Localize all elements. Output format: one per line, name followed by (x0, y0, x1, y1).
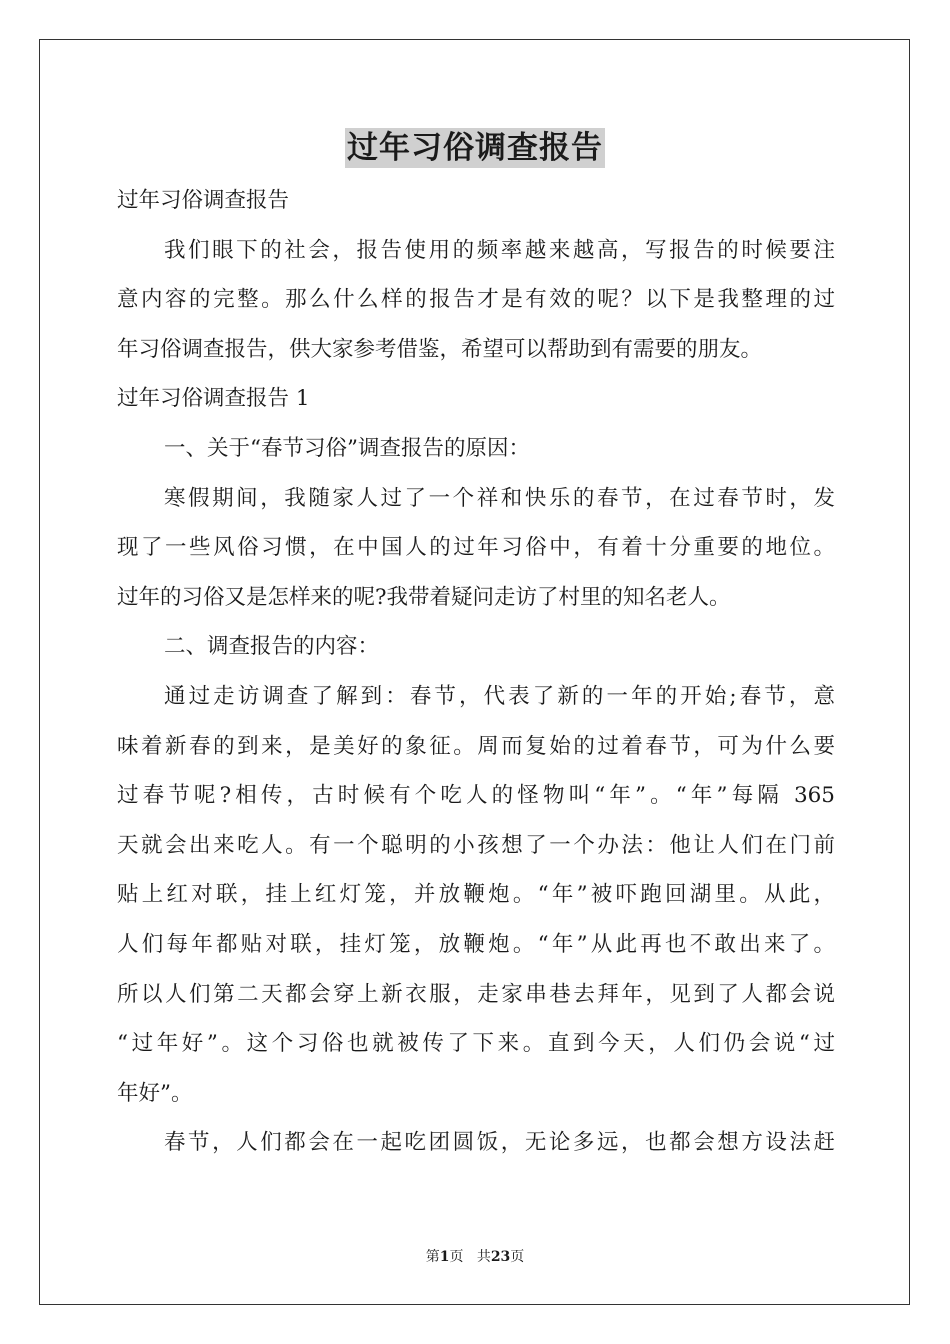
text-line: 寒假期间，我随家人过了一个祥和快乐的春节，在过春节时，发 (164, 485, 835, 511)
text-line: 所以人们第二天都会穿上新衣服，走家串巷去拜年，见到了人都会说 (117, 981, 835, 1007)
text-line: 年习俗调查报告，供大家参考借鉴，希望可以帮助到有需要的朋友。 (117, 336, 763, 362)
text-line: 过年习俗调查报告 1 (117, 386, 310, 412)
text-line: 天就会出来吃人。有一个聪明的小孩想了一个办法：他让人们在门前 (117, 832, 835, 858)
page-footer (0, 1248, 950, 1266)
document-body (117, 176, 835, 1168)
footer-page-prefix: 第 (425, 1249, 440, 1265)
text-line: 味着新春的到来，是美好的象征。周而复始的过着春节，可为什么要 (117, 733, 835, 759)
text-line: 一、关于“春节习俗”调查报告的原因： (164, 435, 530, 461)
text-line: 过春节呢?相传，古时候有个吃人的怪物叫“年”。“年”每隔 365 (117, 783, 835, 809)
text-line: 现了一些风俗习惯，在中国人的过年习俗中，有着十分重要的地位。 (117, 535, 835, 561)
text-line: 通过走访调查了解到：春节，代表了新的一年的开始;春节，意 (164, 683, 835, 709)
text-line: 人们每年都贴对联，挂灯笼，放鞭炮。“年”从此再也不敢出来了。 (117, 931, 835, 957)
text-line: 贴上红对联，挂上红灯笼，并放鞭炮。“年”被吓跑回湖里。从此， (117, 882, 835, 908)
text-line: 年好”。 (117, 1080, 193, 1106)
text-line: 过年的习俗又是怎样来的呢?我带着疑问走访了村里的知名老人。 (117, 584, 731, 610)
footer-page-mid: 页 (449, 1249, 464, 1265)
text-line: “过年好”。这个习俗也就被传了下来。直到今天，人们仍会说“过 (117, 1031, 835, 1057)
text-line: 意内容的完整。那么什么样的报告才是有效的呢？以下是我整理的过 (117, 287, 835, 313)
text-line: 我们眼下的社会，报告使用的频率越来越高，写报告的时候要注 (164, 237, 835, 263)
document-title: 过年习俗调查报告 (347, 130, 603, 166)
footer-total-prefix: 共 (476, 1249, 491, 1265)
footer-page-total: 23 (490, 1249, 511, 1265)
footer-page-current: 1 (439, 1249, 450, 1265)
footer-total-suffix: 页 (510, 1249, 525, 1265)
title-container (0, 128, 950, 168)
text-line: 二、调查报告的内容： (164, 634, 380, 660)
text-line: 春节，人们都会在一起吃团圆饭，无论多远，也都会想方设法赶 (164, 1130, 835, 1156)
text-line: 过年习俗调查报告 (117, 188, 290, 213)
